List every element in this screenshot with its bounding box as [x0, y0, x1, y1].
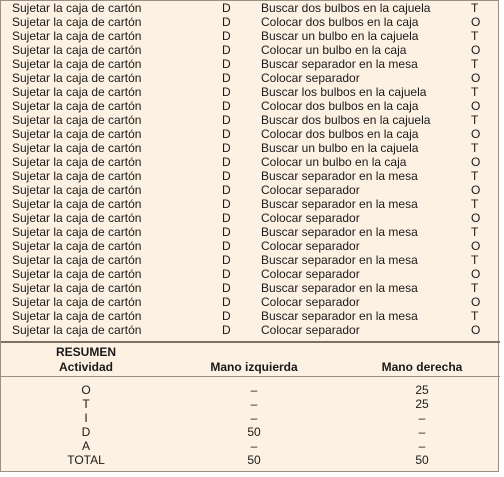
right-hand-activity: Buscar separador en la mesa [261, 169, 418, 183]
right-hand-symbol: O [471, 43, 481, 57]
summary-left-hand: – [250, 411, 258, 425]
summary-row [1, 439, 500, 453]
summary-left-hand: – [250, 439, 258, 453]
right-hand-activity: Buscar separador en la mesa [261, 281, 418, 295]
right-hand-symbol: T [471, 141, 479, 155]
left-hand-symbol: D [222, 169, 231, 183]
left-hand-activity: Sujetar la caja de cartón [12, 253, 142, 267]
summary-right-hand: – [418, 425, 426, 439]
left-hand-symbol: D [222, 211, 231, 225]
left-hand-symbol: D [222, 239, 231, 253]
right-hand-activity: Colocar dos bulbos en la caja [261, 15, 419, 29]
summary-activity: O [81, 383, 91, 397]
table-row [1, 141, 500, 155]
right-hand-symbol: O [471, 71, 481, 85]
right-hand-symbol: O [471, 239, 481, 253]
table-row [1, 239, 500, 253]
left-hand-activity: Sujetar la caja de cartón [12, 113, 142, 127]
left-hand-activity: Sujetar la caja de cartón [12, 225, 142, 239]
left-hand-activity: Sujetar la caja de cartón [12, 323, 142, 337]
table-row [1, 253, 500, 267]
summary-row [1, 383, 500, 397]
left-hand-activity: Sujetar la caja de cartón [12, 71, 142, 85]
table-row [1, 169, 500, 183]
summary-row [1, 411, 500, 425]
summary-title: RESUMEN [55, 345, 116, 359]
left-hand-activity: Sujetar la caja de cartón [12, 57, 142, 71]
summary-row [1, 397, 500, 411]
summary-row [1, 453, 500, 467]
left-hand-symbol: D [222, 197, 231, 211]
summary-right-hand: 25 [415, 383, 429, 397]
summary-left-hand: – [250, 383, 258, 397]
left-hand-activity: Sujetar la caja de cartón [12, 211, 142, 225]
left-hand-activity: Sujetar la caja de cartón [12, 29, 142, 43]
table-row [1, 29, 500, 43]
header-left-hand: Mano izquierda [210, 360, 298, 374]
left-hand-symbol: D [222, 183, 231, 197]
table-row [1, 43, 500, 57]
summary-activity: A [81, 439, 90, 453]
left-hand-symbol: D [222, 225, 231, 239]
table-row [1, 267, 500, 281]
summary-left-hand: – [250, 397, 258, 411]
right-hand-activity: Colocar separador [261, 211, 360, 225]
table-row [1, 211, 500, 225]
left-hand-symbol: D [222, 295, 231, 309]
left-hand-symbol: D [222, 309, 231, 323]
left-hand-symbol: D [222, 57, 231, 71]
right-hand-activity: Colocar separador [261, 239, 360, 253]
summary-activity: TOTAL [67, 453, 105, 467]
right-hand-symbol: T [471, 197, 479, 211]
summary-right-hand: 25 [415, 397, 429, 411]
left-hand-activity: Sujetar la caja de cartón [12, 197, 142, 211]
right-hand-symbol: O [471, 323, 481, 337]
left-hand-symbol: D [222, 253, 231, 267]
right-hand-activity: Buscar separador en la mesa [261, 57, 418, 71]
right-hand-activity: Buscar separador en la mesa [261, 253, 418, 267]
left-hand-activity: Sujetar la caja de cartón [12, 295, 142, 309]
summary-row [1, 425, 500, 439]
left-hand-activity: Sujetar la caja de cartón [12, 169, 142, 183]
summary-right-hand: – [418, 439, 426, 453]
right-hand-activity: Colocar separador [261, 267, 360, 281]
right-hand-symbol: T [471, 309, 479, 323]
right-hand-activity: Buscar separador en la mesa [261, 309, 418, 323]
right-hand-activity: Buscar dos bulbos en la cajuela [261, 113, 431, 127]
left-hand-activity: Sujetar la caja de cartón [12, 1, 142, 15]
left-hand-symbol: D [222, 141, 231, 155]
left-hand-symbol: D [222, 43, 231, 57]
right-hand-activity: Buscar separador en la mesa [261, 197, 418, 211]
summary-left-hand: 50 [247, 425, 261, 439]
left-hand-symbol: D [222, 155, 231, 169]
left-hand-activity: Sujetar la caja de cartón [12, 183, 142, 197]
right-hand-activity: Buscar separador en la mesa [261, 225, 418, 239]
summary-header-line [1, 376, 500, 377]
table-row [1, 309, 500, 323]
table-row [1, 127, 500, 141]
left-hand-symbol: D [222, 85, 231, 99]
right-hand-activity: Colocar separador [261, 295, 360, 309]
summary-activity: I [84, 411, 88, 425]
left-hand-activity: Sujetar la caja de cartón [12, 127, 142, 141]
summary-activity: T [82, 397, 90, 411]
summary-left-hand: 50 [247, 453, 261, 467]
left-hand-symbol: D [222, 267, 231, 281]
summary-activity: D [81, 425, 91, 439]
right-hand-activity: Buscar un bulbo en la cajuela [261, 141, 419, 155]
table-row [1, 323, 500, 337]
right-hand-symbol: T [471, 57, 479, 71]
table-row [1, 281, 500, 295]
left-hand-symbol: D [222, 1, 231, 15]
left-hand-symbol: D [222, 113, 231, 127]
summary-right-hand: 50 [415, 453, 429, 467]
right-hand-activity: Buscar los bulbos en la cajuela [261, 85, 427, 99]
left-hand-activity: Sujetar la caja de cartón [12, 141, 142, 155]
left-hand-activity: Sujetar la caja de cartón [12, 15, 142, 29]
left-hand-activity: Sujetar la caja de cartón [12, 309, 142, 323]
right-hand-activity: Colocar separador [261, 183, 360, 197]
table-row [1, 113, 500, 127]
table-row [1, 85, 500, 99]
right-hand-symbol: T [471, 253, 479, 267]
right-hand-symbol: O [471, 127, 481, 141]
left-hand-activity: Sujetar la caja de cartón [12, 43, 142, 57]
left-hand-activity: Sujetar la caja de cartón [12, 281, 142, 295]
table-row [1, 295, 500, 309]
right-hand-symbol: T [471, 1, 479, 15]
table-row [1, 99, 500, 113]
table-row [1, 197, 500, 211]
left-hand-symbol: D [222, 99, 231, 113]
right-hand-activity: Colocar dos bulbos en la caja [261, 99, 419, 113]
left-hand-symbol: D [222, 127, 231, 141]
right-hand-symbol: T [471, 169, 479, 183]
right-hand-symbol: O [471, 211, 481, 225]
right-hand-symbol: T [471, 281, 479, 295]
table-row [1, 71, 500, 85]
table-row [1, 183, 500, 197]
right-hand-symbol: O [471, 99, 481, 113]
right-hand-activity: Colocar separador [261, 71, 360, 85]
right-hand-activity: Buscar dos bulbos en la cajuela [261, 1, 431, 15]
header-activity: Actividad [58, 360, 113, 374]
left-hand-activity: Sujetar la caja de cartón [12, 239, 142, 253]
right-hand-activity: Colocar separador [261, 323, 360, 337]
right-hand-symbol: O [471, 295, 481, 309]
left-hand-activity: Sujetar la caja de cartón [12, 155, 142, 169]
right-hand-symbol: O [471, 183, 481, 197]
table-row [1, 155, 500, 169]
right-hand-activity: Colocar un bulbo en la caja [261, 155, 407, 169]
table-row [1, 15, 500, 29]
right-hand-activity: Colocar dos bulbos en la caja [261, 127, 419, 141]
table-row [1, 225, 500, 239]
right-hand-activity: Colocar un bulbo en la caja [261, 43, 407, 57]
right-hand-symbol: T [471, 29, 479, 43]
right-hand-symbol: O [471, 155, 481, 169]
summary-rows [1, 383, 500, 467]
left-hand-activity: Sujetar la caja de cartón [12, 85, 142, 99]
table-row [1, 1, 500, 15]
right-hand-activity: Buscar un bulbo en la cajuela [261, 29, 419, 43]
right-hand-symbol: O [471, 267, 481, 281]
summary-right-hand: – [418, 411, 426, 425]
left-hand-activity: Sujetar la caja de cartón [12, 99, 142, 113]
summary-divider [1, 341, 500, 343]
right-hand-symbol: T [471, 225, 479, 239]
left-hand-symbol: D [222, 15, 231, 29]
header-right-hand: Mano derecha [381, 360, 463, 374]
right-hand-symbol: O [471, 15, 481, 29]
left-hand-symbol: D [222, 71, 231, 85]
left-hand-activity: Sujetar la caja de cartón [12, 267, 142, 281]
right-hand-symbol: T [471, 85, 479, 99]
activity-rows [1, 1, 500, 337]
right-hand-symbol: T [471, 113, 479, 127]
left-hand-symbol: D [222, 281, 231, 295]
table-row [1, 57, 500, 71]
left-hand-symbol: D [222, 323, 231, 337]
left-hand-symbol: D [222, 29, 231, 43]
